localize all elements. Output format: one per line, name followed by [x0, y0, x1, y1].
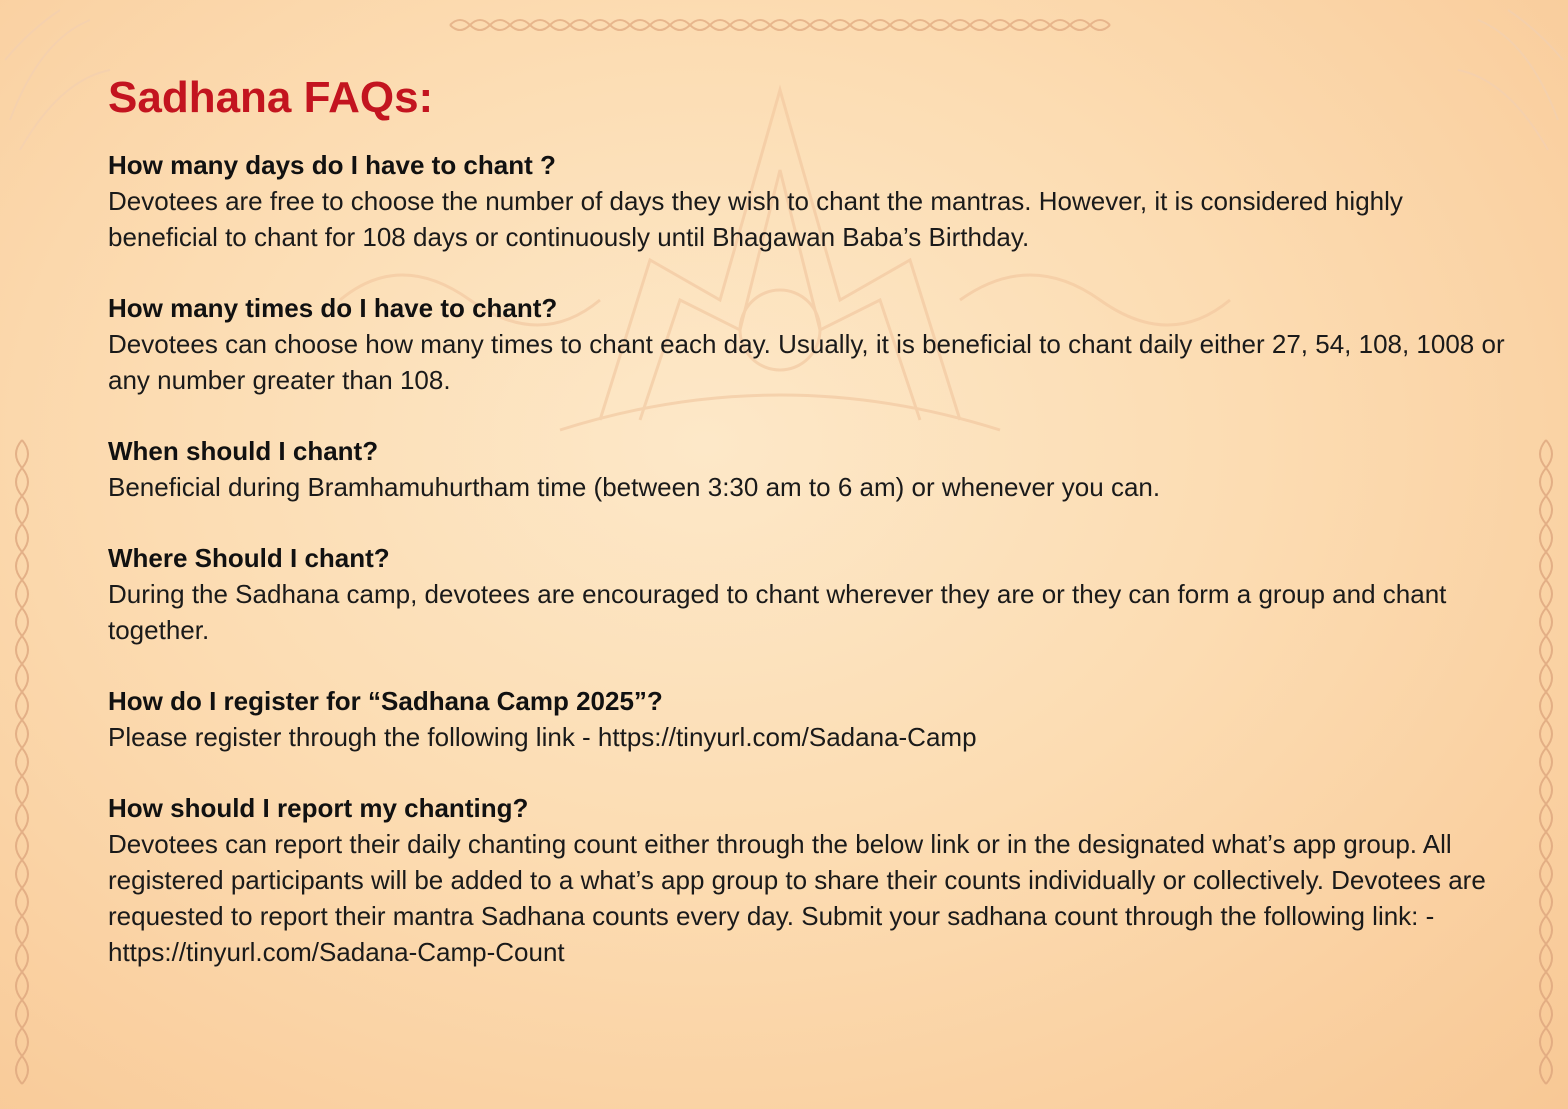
faq-item-times — [108, 291, 1508, 398]
faq-answer: During the Sadhana camp, devotees are encouraged to chant wherever they are or they can form a group and chant together. — [108, 579, 1447, 645]
faq-item-days — [108, 148, 1508, 255]
faq-content — [108, 70, 1508, 1006]
faq-answer: Devotees can report their daily chanting count either through the below link or in the designated what’s app group. All registered participants will be added to a what’s app group to share their counts individually or collectively. Devotees are requested to report their mantra Sadhana counts every day. Submit your sadhana count through the following link: - https://tinyurl.com/Sadana-Camp-Count — [108, 829, 1486, 967]
faq-item-where — [108, 541, 1508, 648]
faq-item-register — [108, 684, 1508, 755]
faq-question: How many days do I have to chant ? — [108, 150, 556, 180]
faq-question: When should I chant? — [108, 436, 379, 466]
faq-item-when — [108, 434, 1508, 505]
faq-question: How many times do I have to chant? — [108, 293, 558, 323]
faq-answer: Devotees are free to choose the number of days they wish to chant the mantras. However, it is considered highly beneficial to chant for 108 days or continuously until Bhagawan Baba’s Birthday. — [108, 186, 1403, 252]
top-border-ornament — [450, 20, 1110, 30]
faq-question: How do I register for “Sadhana Camp 2025”? — [108, 686, 663, 716]
faq-answer: Please register through the following link - https://tinyurl.com/Sadana-Camp — [108, 722, 977, 752]
corner-flourish-left — [5, 10, 110, 150]
faq-answer: Beneficial during Bramhamuhurtham time (between 3:30 am to 6 am) or whenever you can. — [108, 472, 1161, 502]
page-title: Sadhana FAQs: — [108, 73, 434, 122]
right-border-ornament — [1540, 440, 1552, 1084]
left-border-ornament — [16, 440, 28, 1084]
faq-answer: Devotees can choose how many times to chant each day. Usually, it is beneficial to chant daily either 27, 54, 108, 1008 or any number greater than 108. — [108, 329, 1505, 395]
faq-question: Where Should I chant? — [108, 543, 390, 573]
faq-question: How should I report my chanting? — [108, 793, 529, 823]
faq-item-report — [108, 791, 1508, 970]
